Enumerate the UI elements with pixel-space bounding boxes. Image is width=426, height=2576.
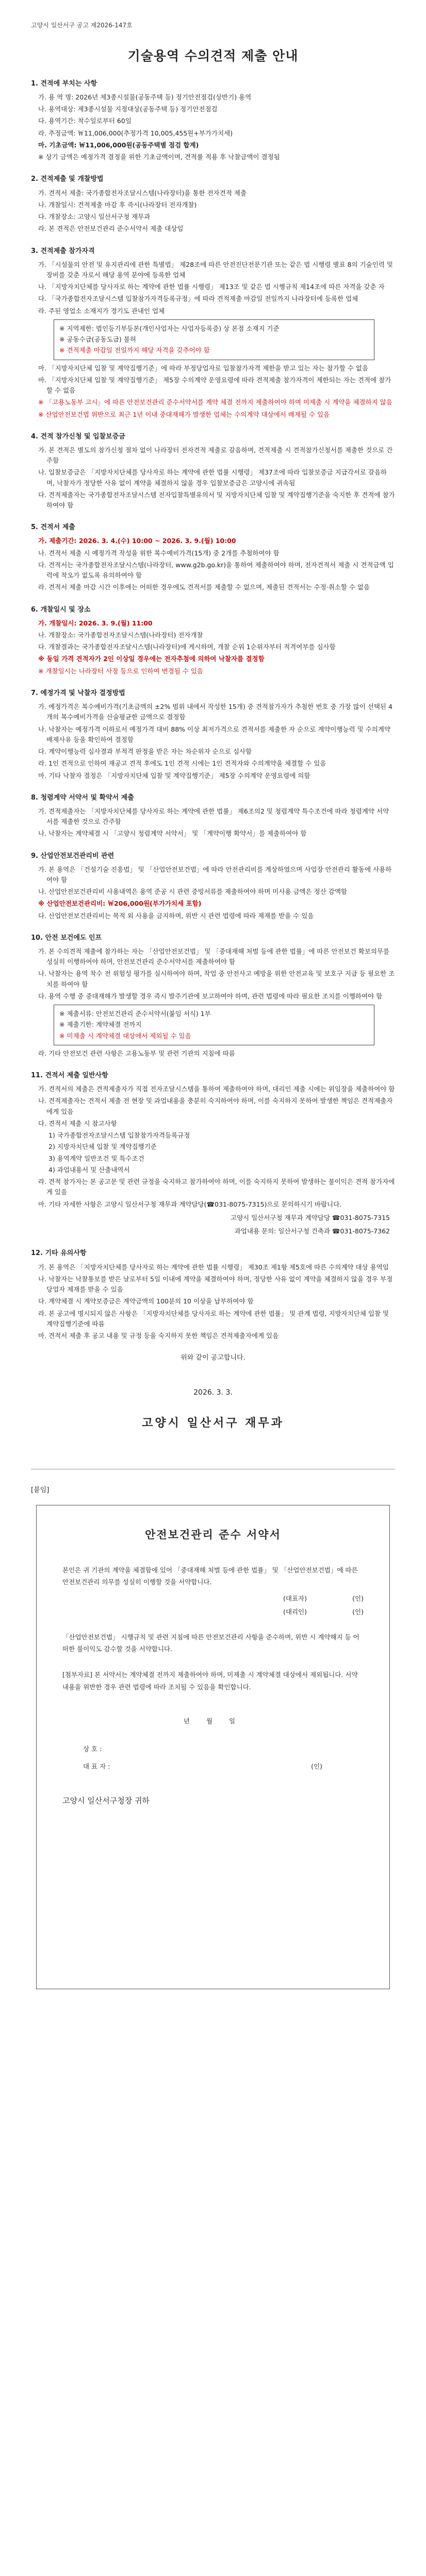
s6-note: ※ 동일 가격 견적자가 2인 이상일 경우에는 전자추첨에 의하여 낙찰자를 결정함 <box>38 655 265 663</box>
s6-item: 나. 개찰장소: 국가종합전자조달시스템(나라장터) 전자개찰 <box>38 631 203 639</box>
s5-item: 라. 견적서 제출 마감 시간 이후에는 어떠한 경우에도 견적서를 제출할 수 없으며, 제출된 견적서는 수정·취소할 수 없음 <box>38 583 370 591</box>
s8-item: 나. 낙찰자는 계약체결 시 「고양시 청렴계약 서약서」 및 「계약이행 확약서」를 제출하여야 함 <box>38 829 307 838</box>
safety-pledge-form <box>36 1505 390 1989</box>
s12-item: 나. 낙찰자는 낙찰통보를 받은 날로부터 5일 이내에 계약을 체결하여야 하며, 정당한 사유 없이 계약을 체결하지 않을 경우 부정당업자 제재를 받을 수 있음 <box>38 1275 393 1293</box>
s5-item: 다. 견적서는 국가종합전자조달시스템(나라장터, www.g2b.go.kr)을 통하여 제출하여야 하며, 전자견적서 제출 시 견적금액 입력에 착오가 없도록 유의하여야 함 <box>38 561 394 580</box>
section-12-title: 12. 기타 유의사항 <box>31 1249 87 1258</box>
s11-subitem: 4) 과업내용서 및 산출내역서 <box>48 1165 130 1174</box>
document-title: 기술용역 수의견적 제출 안내 <box>127 48 299 64</box>
s12-item: 마. 견적서 제출 후 공고 내용 및 규정 등을 숙지하지 못한 책임은 견적제출자에게 있음 <box>38 1332 279 1340</box>
s3-box-line: ※ 지역제한: 법인등기부등본(개인사업자는 사업자등록증) 상 본점 소재지 기준 <box>59 324 280 332</box>
s10-submission-box <box>54 1005 374 1045</box>
pledge-field-label: 대 표 자 : <box>83 1762 110 1771</box>
section-10-title: 10. 안전 보건에도 인프 <box>31 934 102 942</box>
s1-item: 가. 용 역 명: 2026년 제3종시설물(공동주택 등) 정기안전점검(상반기) 용역 <box>38 93 252 101</box>
s9-item: 나. 산업안전보건관리비 사용내역은 용역 준공 시 관련 증빙서류를 제출하여야 하며 미사용 금액은 정산 감액함 <box>38 888 348 896</box>
pledge-seal: (인) <box>311 1762 322 1771</box>
pledge-addressee: 고양시 일산서구청장 귀하 <box>62 1796 150 1806</box>
s10-box-line: ※ 제출서류: 안전보건관리 준수서약서(붙임 서식) 1부 <box>59 1010 211 1018</box>
pledge-seal: (인) <box>352 1608 364 1616</box>
pledge-body: [첨부자료] 본 서약서는 계약체결 전까지 제출하여야 하며, 미제출 시 계약체결 대상에서 제외됩니다. 서약 내용을 위반한 경우 관련 법령에 따라 조치될 수 있음을 확인합니다. <box>62 1671 358 1691</box>
s10-item: 가. 본 수의견적 제출에 참가하는 자는 「산업안전보건법」 및 「중대재해 처벌 등에 관한 법률」에 따른 안전보건 확보의무를 성실히 이행하여야 하며, 안전보건관리 준수서약서를 제출하여야 함 <box>38 947 390 966</box>
section-6-title: 6. 개찰일시 및 장소 <box>31 605 91 614</box>
s9-safety-cost: ※ 산업안전보건관리비: ￦206,000원(부가가치세 포함) <box>38 900 202 908</box>
s3-note: ※ 「고용노동부 고시」에 따른 안전보건관리 준수서약서를 계약 체결 전까지 제출하여야 하며 미제출 시 계약을 체결하지 않음 <box>38 398 392 406</box>
s10-box-line: ※ 미제출 시 계약체결 대상에서 제외될 수 있음 <box>59 1031 191 1040</box>
s3-item: 가. 「시설물의 안전 및 유지관리에 관한 특별법」 제28조에 따른 안전진단전문기관 또는 같은 법 시행령 별표 8의 기술인력 및 장비를 갖춘 자로서 해당 용역 분야에 등록한 업체 <box>38 260 393 279</box>
pledge-sign-label: (대리인) <box>283 1608 307 1616</box>
issuing-organization: 고양시 일산서구 재무과 <box>142 1416 284 1430</box>
s1-item: 라. 추정금액: ￦11,006,000(추정가격 10,005,455원+부가가치세) <box>38 129 233 137</box>
s1-item-base-amount: 마. 기초금액: ￦11,006,000원(공동주택별 점검 합계) <box>38 141 199 149</box>
s2-item: 가. 견적서 제출: 국가종합전자조달시스템(나라장터)을 통한 전자견적 제출 <box>38 189 247 197</box>
s12-item: 가. 본 용역은 「지방자치단체를 당사자로 하는 계약에 관한 법률 시행령」 제30조 제1항 제5호에 따른 수의계약 대상 용역임 <box>38 1263 389 1271</box>
section-2-title: 2. 견적제출 및 개찰방법 <box>31 175 104 183</box>
s1-item: 다. 용역기간: 착수일로부터 60일 <box>38 117 132 125</box>
attachment-label: [붙임] <box>31 1486 50 1494</box>
contact-line: 과업내용 문의: 일산서구청 건축과 ☎031-8075-7362 <box>234 1227 390 1235</box>
pledge-seal: (인) <box>352 1595 364 1603</box>
section-1 <box>31 78 395 163</box>
s11-item: 마. 기타 자세한 사항은 고양시 일산서구청 재무과 계약담당(☎031-8075-7315)으로 문의하시기 바랍니다. <box>38 1200 342 1208</box>
s11-item: 나. 견적제출자는 견적서 제출 전 현장 및 과업내용을 충분히 숙지하여야 하며, 이를 숙지하지 못하여 발생한 책임은 견적제출자에게 있음 <box>38 1097 393 1115</box>
s2-item: 다. 개찰장소: 고양시 일산서구청 재무과 <box>38 213 151 221</box>
s11-item: 라. 견적 참가자는 본 공고문 및 관련 규정을 숙지하고 참가하여야 하며, 이를 숙지하지 못하여 발생하는 불이익은 견적 참가자에게 있음 <box>38 1178 395 1196</box>
pledge-sign-label: (대표자) <box>283 1595 307 1603</box>
s9-item: 가. 본 용역은 「건설기술 진흥법」 및 「산업안전보건법」에 따라 안전관리비를 계상하였으며 사업장 안전관리 활동에 사용하여야 함 <box>38 865 392 884</box>
section-8-title: 8. 청렴계약 서약서 및 확약서 제출 <box>31 793 134 802</box>
s3-region-box <box>54 319 374 360</box>
s8-item: 가. 견적제출자는 「지방자치단체를 당사자로 하는 계약에 관한 법률」 제6조의2 및 청렴계약 특수조건에 따라 청렴계약 서약서를 제출한 것으로 간주함 <box>38 807 389 826</box>
section-6 <box>31 604 395 676</box>
s10-item: 라. 기타 안전보건 관련 사항은 고용노동부 및 관련 기관의 지침에 따름 <box>38 1049 235 1057</box>
section-9 <box>31 851 395 921</box>
s7-item: 가. 예정가격은 복수예비가격(기초금액의 ±2% 범위 내에서 작성한 15개) 중 견적참가자가 추첨한 번호 중 가장 많이 선택된 4개의 복수예비가격을 산술평균한 금액으로 결정함 <box>38 703 392 721</box>
s5-item: 나. 견적서 제출 시 예정가격 작성을 위한 복수예비가격(15개) 중 2개를 추첨하여야 함 <box>38 549 280 557</box>
s7-item: 다. 계약이행능력 심사결과 부적격 판정을 받은 자는 차순위자 순으로 심사함 <box>38 748 252 756</box>
s3-item: 나. 「지방자치단체를 당사자로 하는 계약에 관한 법률 시행령」 제13조 및 같은 법 시행규칙 제14조에 따른 자격을 갖춘 자 <box>38 283 385 291</box>
s1-item: 나. 용역대상: 제3종시설물 지정대상(공동주택 등) 정기안전점검 <box>38 105 218 113</box>
section-2 <box>31 174 395 234</box>
s6-note: ※ 개찰일시는 나라장터 사정 등으로 인하여 변경될 수 있음 <box>38 667 203 675</box>
s4-item: 가. 본 견적은 별도의 참가신청 절차 없이 나라장터 전자견적 제출로 갈음하며, 견적제출 시 견적참가신청서를 제출한 것으로 간주함 <box>38 446 393 465</box>
section-4-title: 4. 견적 참가신청 및 입찰보증금 <box>31 432 125 440</box>
s6-item: 다. 개찰결과는 국가종합전자조달시스템(나라장터)에 게시하며, 개찰 순위 1순위자부터 적격여부를 심사함 <box>38 643 336 651</box>
s10-item: 다. 용역 수행 중 중대재해가 발생할 경우 즉시 발주기관에 보고하여야 하며, 관련 법령에 따라 필요한 조치를 이행하여야 함 <box>38 992 383 1000</box>
section-7 <box>31 688 395 781</box>
pledge-date: 년 월 일 <box>183 1717 243 1725</box>
s3-note: ※ 산업안전보건법 위반으로 최근 1년 이내 중대재해가 발생한 업체는 수의계약 대상에서 배제될 수 있음 <box>38 410 330 418</box>
s3-item: 다. 「국가종합전자조달시스템 입찰참가자격등록규정」에 따라 견적제출 마감일 전일까지 나라장터에 등록한 업체 <box>38 295 358 303</box>
s4-item: 다. 견적제출자는 국가종합전자조달시스템 전자입찰특별유의서 및 지방자치단체 입찰 및 계약집행기준을 숙지한 후 견적에 참가하여야 함 <box>38 490 395 510</box>
s11-item: 가. 견적서의 제출은 견적제출자가 직접 전자조달시스템을 통하여 제출하여야 하며, 대리인 제출 시에는 위임장을 제출하여야 함 <box>38 1085 395 1093</box>
s3-item: 바. 「지방자치단체 입찰 및 계약집행기준」 제5장 수의계약 운영요령에 따라 견적제출 참가자격이 제한되는 자는 견적에 참가할 수 없음 <box>38 376 391 395</box>
notice-date: 2026. 3. 3. <box>193 1388 233 1397</box>
pledge-title: 안전보건관리 준수 서약서 <box>145 1528 281 1541</box>
s5-submission-period: 가. 제출기간: 2026. 3. 4.(수) 10:00 ~ 2026. 3. 9.(월) 10:00 <box>38 537 236 545</box>
s11-item: 다. 견적서 제출 시 참고사항 <box>38 1119 117 1127</box>
s10-item: 나. 낙찰자는 용역 착수 전 위험성 평가를 실시하여야 하며, 작업 중 안전사고 예방을 위한 안전교육 및 보호구 지급 등 필요한 조치를 하여야 함 <box>38 970 395 988</box>
s3-box-line: ※ 견적제출 마감일 전일까지 해당 자격을 갖추어야 함 <box>59 346 210 354</box>
section-11-title: 11. 견적서 제출 일반사항 <box>31 1072 108 1080</box>
pledge-fields <box>83 1744 364 1772</box>
s4-item: 나. 입찰보증금은 「지방자치단체를 당사자로 하는 계약에 관한 법률 시행령」 제37조에 따라 입찰보증금 지급각서로 갈음하며, 낙찰자가 정당한 사유 없이 계약을 체결하지 않을 경우 입찰보증금은 고양시에 귀속됨 <box>38 468 387 487</box>
section-8 <box>31 792 395 839</box>
section-3-title: 3. 견적제출 참가자격 <box>31 247 95 255</box>
section-12 <box>31 1248 395 1341</box>
s7-item: 라. 1인 견적으로 인하여 재공고 견적 후에도 1인 견적 시에는 1인 견적자와 수의계약을 체결할 수 있음 <box>38 759 326 768</box>
notice-number: 고양시 일산서구 공고 제2026-147호 <box>31 22 133 29</box>
section-7-title: 7. 예정가격 및 낙찰자 결정방법 <box>31 689 125 697</box>
s10-box-line: ※ 제출기한: 계약체결 전까지 <box>59 1021 142 1029</box>
section-1-title: 1. 견적에 부치는 사항 <box>31 79 97 88</box>
s11-subitem: 1) 국가종합전자조달시스템 입찰참가자격등록규정 <box>48 1131 190 1140</box>
pledge-field-label: 상 호 : <box>83 1744 102 1753</box>
section-3 <box>31 246 395 420</box>
section-5 <box>31 522 395 592</box>
pledge-body: 본인은 귀 기관의 계약을 체결함에 있어 「중대재해 처벌 등에 관한 법률」 및 「산업안전보건법」에 따른 안전보건관리 의무를 성실히 이행할 것을 서약합니다. <box>62 1566 358 1586</box>
section-10 <box>31 933 395 1059</box>
closing-statement: 위와 같이 공고합니다. <box>181 1354 245 1362</box>
pledge-field-company <box>83 1744 364 1754</box>
section-11 <box>31 1070 395 1236</box>
s1-note: ※ 상기 금액은 예정가격 결정을 위한 기초금액이며, 견적률 적용 후 낙찰금액이 결정됨 <box>38 153 280 161</box>
section-5-title: 5. 견적서 제출 <box>31 523 75 532</box>
s6-opening-time: 가. 개찰일시: 2026. 3. 9.(월) 11:00 <box>38 619 153 627</box>
pledge-sign-row <box>62 1607 364 1617</box>
s3-box-line: ※ 공동수급(공동도급) 불허 <box>59 335 136 344</box>
s2-item: 나. 개찰일시: 견적제출 마감 후 즉시(나라장터 전자개찰) <box>38 200 197 209</box>
s3-item: 마. 「지방자치단체 입찰 및 계약집행기준」에 따라 부정당업자로 입찰참가자격 제한을 받고 있는 자는 참가할 수 없음 <box>38 364 369 372</box>
pledge-body: 「산업안전보건법」 시행규칙 및 관련 지침에 따른 안전보건관리 사항을 준수하며, 위반 시 계약해지 등 어떠한 불이익도 감수할 것을 서약합니다. <box>62 1633 359 1653</box>
s11-subitem: 3) 용역계약 일반조건 및 특수조건 <box>48 1154 144 1162</box>
s12-item: 라. 본 공고에 명시되지 않은 사항은 「지방자치단체를 당사자로 하는 계약에 관한 법률」 및 관계 법령, 지방자치단체 입찰 및 계약집행기준에 따름 <box>38 1309 389 1328</box>
s7-item: 마. 기타 낙찰자 결정은 「지방자치단체 입찰 및 계약집행기준」 제5장 수의계약 운영요령에 의함 <box>38 771 310 779</box>
s2-item: 라. 본 견적은 안전보건관리 준수서약서 제출 대상임 <box>38 225 184 233</box>
s9-item: 다. 산업안전보건관리비는 목적 외 사용을 금지하며, 위반 시 관련 법령에 따라 제재를 받을 수 있음 <box>38 911 314 920</box>
section-4 <box>31 431 395 511</box>
pledge-sign-row <box>62 1594 364 1604</box>
s12-item: 다. 계약체결 시 계약보증금은 계약금액의 100분의 10 이상을 납부하여야 함 <box>38 1297 254 1306</box>
s7-item: 나. 낙찰자는 예정가격 이하로서 예정가격 대비 88% 이상 최저가격으로 견적서를 제출한 자 순으로 계약이행능력 및 수의계약 배제사유 등을 확인하여 결정함 <box>38 725 391 743</box>
s11-subitem: 2) 지방자치단체 입찰 및 계약집행기준 <box>48 1143 157 1151</box>
pledge-field-representative <box>83 1761 364 1772</box>
contact-line: 고양시 일산서구청 재무과 계약담당 ☎031-8075-7315 <box>230 1213 390 1222</box>
section-9-title: 9. 산업안전보건관리비 관련 <box>31 852 114 860</box>
s3-item: 라. 주된 영업소 소재지가 경기도 관내인 업체 <box>38 307 165 315</box>
